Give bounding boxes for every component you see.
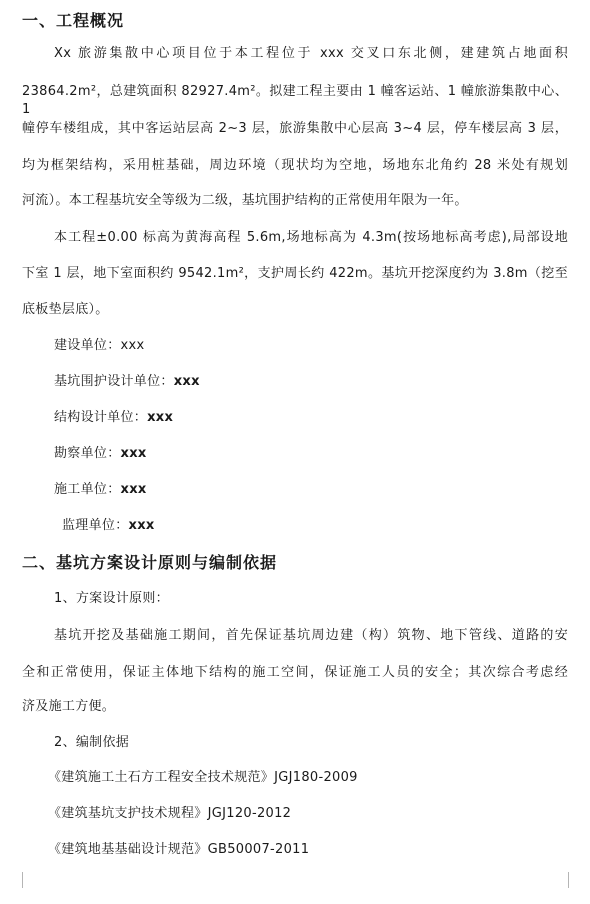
unit-row-survey — [54, 445, 147, 463]
unit-label: 勘察单位： — [54, 446, 121, 461]
principle-line-2: 全和正常使用，保证主体地下结构的施工空间，保证施工人员的安全；其次综合考虑经 — [22, 665, 568, 680]
principle-line-3: 济及施工方便。 — [22, 699, 116, 714]
section-2-heading: 二、基坑方案设计原则与编制依据 — [22, 553, 278, 572]
para1-line-3: 幢停车楼组成，其中客运站层高 2~3 层，旅游集散中心层高 3~4 层，停车楼层高 3 层， — [22, 121, 568, 136]
unit-row-pit-design — [54, 373, 200, 391]
unit-label: 建设单位： — [54, 338, 121, 353]
reference-item: 《建筑地基基础设计规范》GB50007-2011 — [48, 842, 310, 857]
para1-line-2: 23864.2m²，总建筑面积 82927.4m²。拟建工程主要由 1 幢客运站、1 幢旅游集散中心、1 — [22, 84, 568, 117]
unit-label: 基坑围护设计单位： — [54, 374, 174, 389]
subheading-design-principle: 1、方案设计原则： — [54, 591, 169, 606]
para2-line-3: 底板垫层底）。 — [22, 302, 109, 317]
unit-row-construction — [54, 337, 145, 355]
reference-item: 《建筑基坑支护技术规程》JGJ120-2012 — [48, 806, 292, 821]
unit-value: xxx — [120, 338, 145, 353]
unit-row-structure-design — [54, 409, 173, 427]
section-1-heading: 一、工程概况 — [22, 11, 125, 30]
principle-line-1: 基坑开挖及基础施工期间，首先保证基坑周边建（构）筑物、地下管线、道路的安 — [54, 628, 568, 643]
para1-line-4: 均为框架结构，采用桩基础，周边环境（现状均为空地，场地东北角约 28 米处有规划 — [22, 158, 568, 173]
unit-value: xxx — [173, 374, 200, 389]
page-corner-mark-left — [8, 872, 23, 888]
unit-label: 监理单位： — [62, 518, 129, 533]
unit-label: 施工单位： — [54, 482, 121, 497]
unit-value: xxx — [120, 446, 147, 461]
page-corner-mark-right — [568, 872, 583, 888]
unit-value: xxx — [120, 482, 147, 497]
unit-label: 结构设计单位： — [54, 410, 148, 425]
unit-row-supervision — [62, 517, 155, 535]
subheading-basis: 2、编制依据 — [54, 735, 130, 750]
para2-line-2: 下室 1 层，地下室面积约 9542.1m²，支护周长约 422m。基坑开挖深度约为 3.8m（挖至 — [22, 266, 568, 281]
para1-line-1: Xx 旅游集散中心项目位于本工程位于 xxx 交叉口东北侧，建建筑占地面积 — [54, 46, 568, 61]
para1-line-5: 河流）。本工程基坑安全等级为二级，基坑围护结构的正常使用年限为一年。 — [22, 193, 468, 208]
reference-item: 《建筑施工土石方工程安全技术规范》JGJ180-2009 — [48, 770, 358, 785]
para2-line-1: 本工程±0.00 标高为黄海高程 5.6m,场地标高为 4.3m(按场地标高考虑),局部设地 — [54, 230, 568, 245]
unit-value: xxx — [128, 518, 155, 533]
unit-row-construction-company — [54, 481, 147, 499]
unit-value: xxx — [147, 410, 174, 425]
